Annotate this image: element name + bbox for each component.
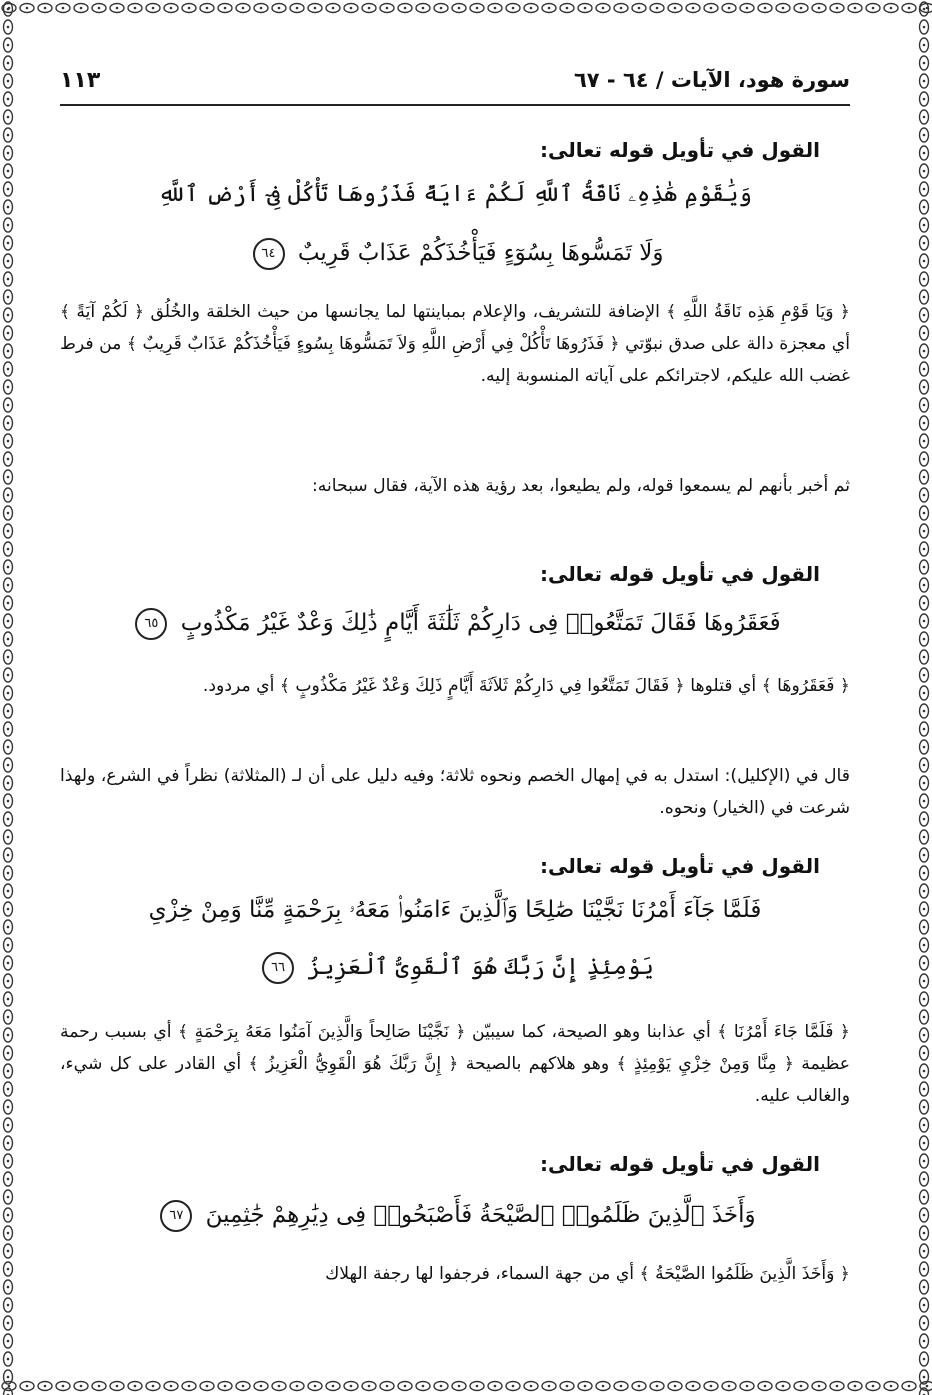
header-rule [60, 104, 850, 106]
section-heading: القول في تأويل قوله تعالى: [540, 854, 820, 878]
ayah-number-marker: ٦٧ [160, 1200, 192, 1232]
verse-line-with-number [60, 1200, 850, 1232]
commentary-paragraph: قال في (الإكليل): استدل به في إمهال الخصم ونحوه ثلاثة؛ وفيه دليل على أن لـ (المثلاثة) نظراً في الشرع، ولهذا شرعت في (الخيار) ونحوه. [60, 766, 850, 818]
verse-line-with-number [60, 238, 850, 270]
commentary-paragraph: ثم أخبر بأنهم لم يسمعوا قوله، ولم يطيعوا، بعد رؤية هذه الآية، فقال سبحانه: [311, 476, 850, 496]
ornamental-border-right [916, 0, 932, 1395]
commentary-paragraph: ﴿ وَيَا قَوْمِ هَذِه نَاقَةُ اللَّهِ ﴾ الإضافة للتشريف، والإعلام بمباينتها لما يجانسها من حيث الخلقة والخُلُق ﴿ لَكُمْ آيَةً ﴾ أي معجزة دالة على صدق نبوّتي ﴿ فَذَرُوهَا تَأْكُلْ فِي أَرْضِ اللَّهِ وَلاَ تَمَسُّوهَا بِسُوءٍ فَيَأْخُذَكُمْ عَذَابٌ قَرِيبٌ ﴾ من فرط غضب الله عليكم، لاجترائكم على آياته المنسوبة إليه. [60, 302, 850, 386]
verse-text: وَلَا تَمَسُّوهَا بِسُوٓءٍ فَيَأْخُذَكُمْ عَذَابٌ قَرِيبٌ [297, 240, 664, 266]
commentary-paragraph: ﴿ فَعَقَرُوهَا ﴾ أي قتلوها ﴿ فَقَالَ تَمَتَّعُوا فِي دَارِكُمْ ثَلاَثَةَ أَيَّامٍ ذَلِكَ وَعْدٌ غَيْرُ مَكْذُوبٍ ﴾ أي مردود. [202, 676, 850, 696]
page-number: ١١٣ [60, 67, 101, 93]
running-title: سورة هود، الآيات / ٦٤ - ٦٧ [573, 68, 850, 92]
ayah-number-marker: ٦٤ [253, 238, 285, 270]
verse-text: فَعَقَرُوهَا فَقَالَ تَمَتَّعُوا۟ فِى دَارِكُمْ ثَلَٰثَةَ أَيَّامٍ ذَٰلِكَ وَعْدٌ غَيْرُ مَكْذُوبٍ [180, 610, 781, 636]
verse-line: فَلَمَّا جَآءَ أَمْرُنَا نَجَّيْنَا صَٰلِحًا وَٱلَّذِينَ ءَامَنُوا۟ مَعَهُۥ بِرَحْمَةٍ مِّنَّا وَمِنْ خِزْىِ [148, 897, 762, 923]
section-heading: القول في تأويل قوله تعالى: [540, 138, 820, 162]
verse-line: وَيَٰقَوْمِ هَٰذِهِۦ نَاقَةُ ٱللَّهِ لَكُمْ ءَايَةً فَذَرُوهَا تَأْكُلْ فِىٓ أَرْضِ ٱللَّهِ [158, 181, 752, 207]
verse-text: وَأَخَذَ ٱلَّذِينَ ظَلَمُوا۟ ٱلصَّيْحَةُ فَأَصْبَحُوا۟ فِى دِيَٰرِهِمْ جَٰثِمِينَ [205, 1202, 756, 1228]
ornamental-border-bottom [0, 1378, 932, 1395]
ornamental-border-top [0, 0, 932, 16]
commentary-paragraph: ﴿ فَلَمَّا جَاءَ أَمْرُنَا ﴾ أي عذابنا وهو الصيحة، كما سيبيّن ﴿ نَجَّيْنَا صَالِحاً وَالَّذِينَ آمَنُوا مَعَهُ بِرَحْمَةٍ ﴾ أي بسبب رحمة عظيمة ﴿ مِنَّا وَمِنْ خِزْيِ يَوْمِئِذٍ ﴾ وهو هلاكهم بالصيحة ﴿ إِنَّ رَبَّكَ هُوَ الْقَوِيُّ الْعَزِيزُ ﴾ أي القادر على كل شيء، والغالب عليه. [60, 1022, 850, 1106]
verse-line-with-number [60, 952, 850, 984]
ayah-number-marker: ٦٦ [262, 952, 294, 984]
ornamental-border-left [0, 0, 16, 1395]
commentary-paragraph: ﴿ وَأَخَذَ الَّذِينَ ظَلَمُوا الصَّيْحَةُ ﴾ أي من جهة السماء، فرجفوا لها رجفة الهلاك [325, 1264, 850, 1284]
verse-text: يَوْمِئِذٍ إِنَّ رَبَّكَ هُوَ ٱلْقَوِىُّ ٱلْعَزِيزُ [307, 954, 654, 980]
section-heading: القول في تأويل قوله تعالى: [540, 562, 820, 586]
section-heading: القول في تأويل قوله تعالى: [540, 1152, 820, 1176]
ayah-number-marker: ٦٥ [135, 608, 167, 640]
page-header [60, 60, 850, 100]
verse-line-with-number [60, 608, 850, 640]
book-page [60, 60, 850, 1360]
